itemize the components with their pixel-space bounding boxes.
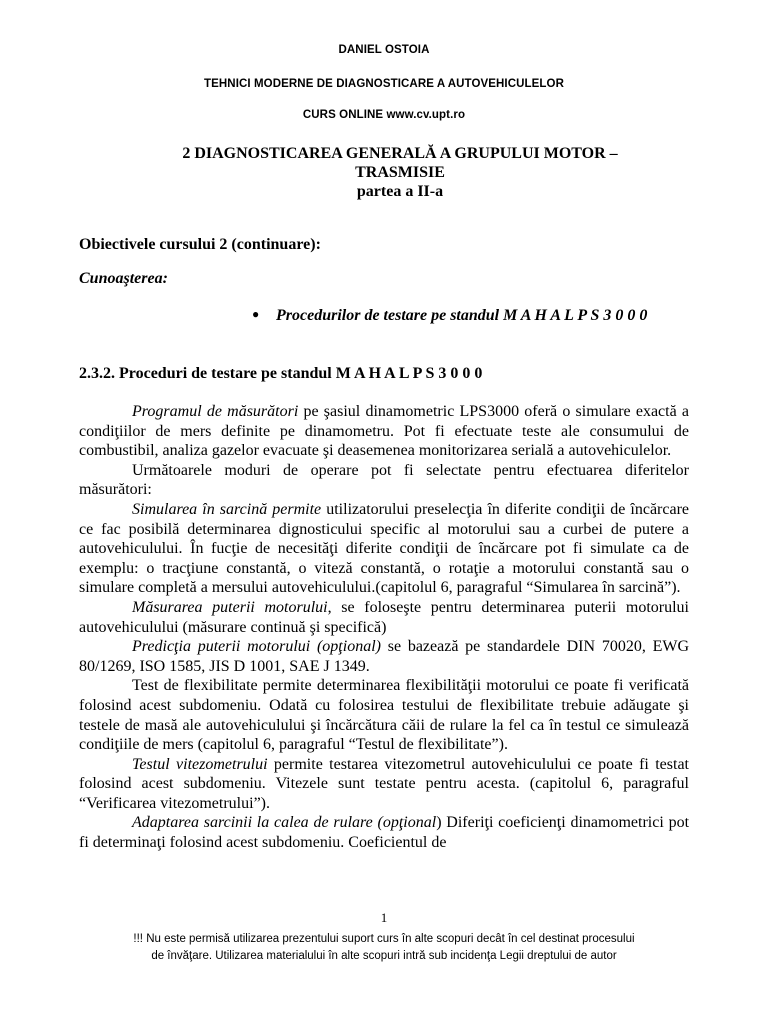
author-name: DANIEL OSTOIA xyxy=(338,44,430,56)
paragraph: Măsurarea puterii motorului, se foloseşte pentru determinarea puterii motorului autovehiculului (măsurare continuă şi specifică) xyxy=(79,598,689,636)
chapter-title-line3: partea a II-a xyxy=(356,183,444,200)
paragraph: Simularea în sarcină permite utilizatorului preselecţia în diferite condiţii de încărcare ce fac posibilă determinarea dignosticului specific al motorului sau a curbei de putere a autovehiculului. În fucţie de necesităţi diferite condiţii de încărcare pot fi simulate ca de exemplu: o tracţiune constantă, o viteză constantă, o rotaţie a motorului constantă sau o simulare completă a mersului autovehiculului.(capitolul 6, paragraful “Simularea în sarcină”). xyxy=(79,500,690,597)
paragraph: Programul de măsurători pe şasiul dinamometric LPS3000 oferă o simulare exactă a condiţiilor de mers definite pe dinamometru. Pot fi efectuate teste ale consumului de combustibil, analiza gazelor evacuate şi deasemenea monitorizarea serială a autovehiculelor. xyxy=(79,403,690,460)
paragraph: Testul vitezometrului permite testarea vitezometrul autovehiculului ce poate fi testat folosind acest subdomeniu. Vitezele sunt testate pentru acesta. (capitolul 6, paragraful “Verificarea vitezometrului”). xyxy=(79,755,690,812)
paragraph: Următoarele moduri de operare pot fi selectate pentru efectuarea diferitelor măsurători: xyxy=(79,461,689,499)
footer-line1: !!! Nu este permisă utilizarea prezentului suport curs în alte scopuri decât în cel destinat procesului xyxy=(133,933,635,945)
body-text xyxy=(79,402,689,853)
footer-line2: de învăţare. Utilizarea materialului în alte scopuri intră sub incidenţa Legii dreptului de autor xyxy=(151,950,617,962)
chapter-title xyxy=(100,144,700,201)
course-online-url: CURS ONLINE www.cv.upt.ro xyxy=(302,109,466,121)
knowledge-heading: Cunoaşterea: xyxy=(79,270,168,287)
bullet-text: Procedurilor de testare pe standul M A H A L P S 3 0 0 0 xyxy=(276,307,648,324)
copyright-footer xyxy=(84,931,684,965)
paragraph: Test de flexibilitate permite determinarea flexibilităţii motorului ce poate fi verificată folosind acest subdomeniu. Odată cu folosirea testului de flexibilitate trebuie adăugate şi testele de masă ale autovehiculului şi încărcătura căii de rulare la fel ca în testul ce simulează condiţiile de mers (capitolul 6, paragraful “Testul de flexibilitate”). xyxy=(79,677,689,754)
section-heading: 2.3.2. Proceduri de testare pe standul M A H A L P S 3 0 0 0 xyxy=(79,365,483,382)
bullet-dot-icon: ● xyxy=(252,307,260,321)
objectives-heading: Obiectivele cursului 2 (continuare): xyxy=(79,236,321,253)
paragraph: Adaptarea sarcinii la calea de rulare (opţional) Diferiţi coeficienţi dinamometrici pot fi determinaţi folosind acest subdomeniu. Coeficientul de xyxy=(79,814,690,852)
chapter-title-line1: 2 DIAGNOSTICAREA GENERALĂ A GRUPULUI MOTOR – xyxy=(182,145,618,162)
course-title: TEHNICI MODERNE DE DIAGNOSTICARE A AUTOVEHICULELOR xyxy=(203,78,565,90)
page-number: 1 xyxy=(380,910,388,925)
chapter-title-line2: TRASMISIE xyxy=(355,164,445,181)
paragraph: Predicţia puterii motorului (opţional) se bazează pe standardele DIN 70020, EWG 80/1269, ISO 1585, JIS D 1001, SAE J 1349. xyxy=(79,638,690,675)
